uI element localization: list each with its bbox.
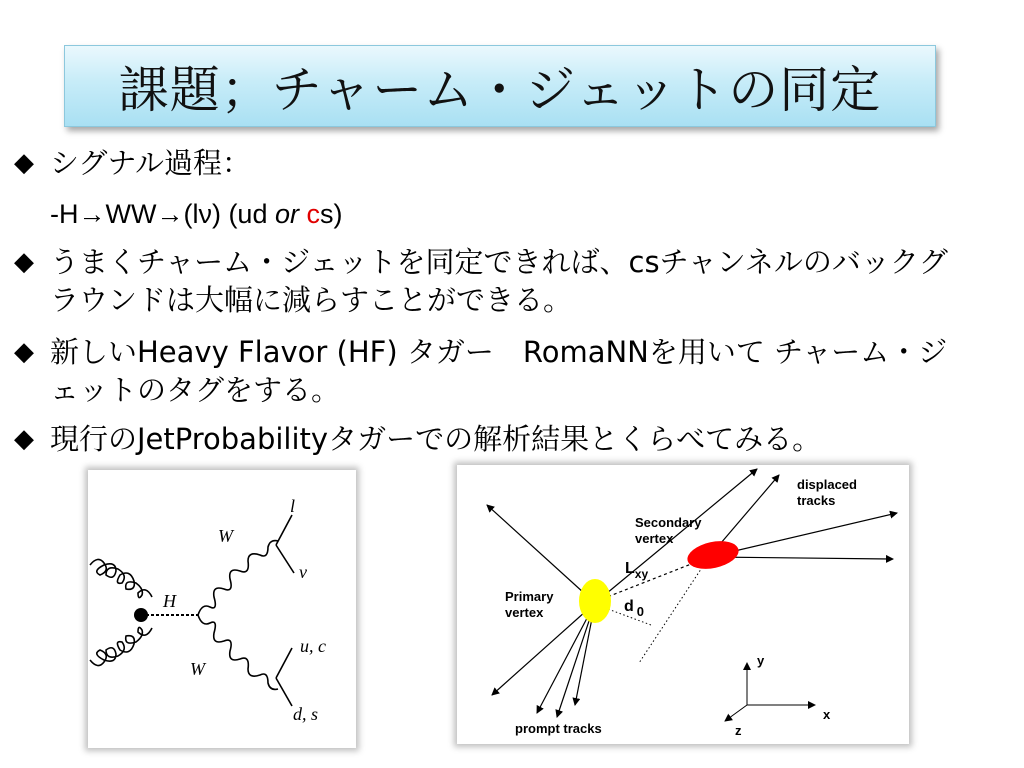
label-lxy: $L_{xy}$ [625,560,649,581]
label-w-top: W [218,526,233,546]
label-axis-z: z [735,723,742,738]
secondary-vertex [685,537,741,573]
diamond-bullet-icon: ◆ [14,247,34,277]
bullet-text: 新しいHeavy Flavor (HF) タガー RomaNNを用いて チャーム・ジェットのタグをする。 [50,335,948,407]
feynman-diagram-svg [88,470,356,748]
w-lower-line [198,615,278,689]
label-d0: d $_0$ [624,598,645,619]
vertex-diagram-svg [457,465,909,744]
formula-or: or [274,199,299,229]
bullet-charm-identification [14,243,974,319]
label-displaced: displaced [797,477,857,492]
formula-c-red: c [306,199,320,229]
prompt-track [537,603,595,713]
displaced-track [709,557,893,559]
bullet-jetprobability [14,420,821,458]
prompt-track [595,469,757,603]
primary-vertex [579,579,611,623]
neutrino-line [276,545,294,573]
label-secondary: Secondary [635,515,702,530]
formula-space [299,199,307,229]
title-box [64,45,936,127]
label-quark-ds: d, s [293,704,319,724]
bullet-text: シグナル過程： [50,146,251,180]
vertex-diagram [457,465,909,744]
feynman-diagram [88,470,356,748]
bullet-signal-process [14,144,251,182]
formula-prefix: -H→WW→(lν) (ud [50,199,275,229]
axis-z-line [725,705,747,721]
label-higgs: H [163,591,176,611]
label-primary: Primary [505,589,554,604]
label-neutrino: ν [299,562,307,582]
label-displaced-tracks: tracks [797,493,836,508]
w-upper-line [198,541,278,615]
label-prompt-tracks: prompt tracks [515,721,602,736]
label-lepton: l [290,496,296,516]
formula-suffix: s) [320,199,343,229]
label-primary-vertex: vertex [505,605,544,620]
quark-ds-line [276,678,292,706]
slide-title: 課題；チャーム・ジェットの同定 [118,61,882,119]
diamond-bullet-icon: ◆ [14,337,34,367]
vertex-dot [134,608,148,622]
label-axis-y: y [757,653,765,668]
diamond-bullet-icon: ◆ [14,424,34,454]
label-quark-uc: u, c [300,636,326,656]
extrapolated-line [639,557,709,663]
signal-process-formula [50,196,343,232]
bullet-hf-tagger [14,333,974,409]
bullet-text: 現行のJetProbabilityタガーでの解析結果とくらべてみる。 [50,422,822,456]
lepton-line [276,515,292,545]
gluon-lower [90,627,152,665]
label-secondary-vertex: vertex [635,531,674,546]
quark-uc-line [276,648,292,678]
label-axis-x: x [823,707,831,722]
diamond-bullet-icon: ◆ [14,148,34,178]
gluon-upper [90,559,152,597]
label-w-bottom: W [190,659,205,679]
bullet-text: うまくチャーム・ジェットを同定できれば、csチャンネルのバックグラウンドは大幅に減らすことができる。 [50,245,948,317]
